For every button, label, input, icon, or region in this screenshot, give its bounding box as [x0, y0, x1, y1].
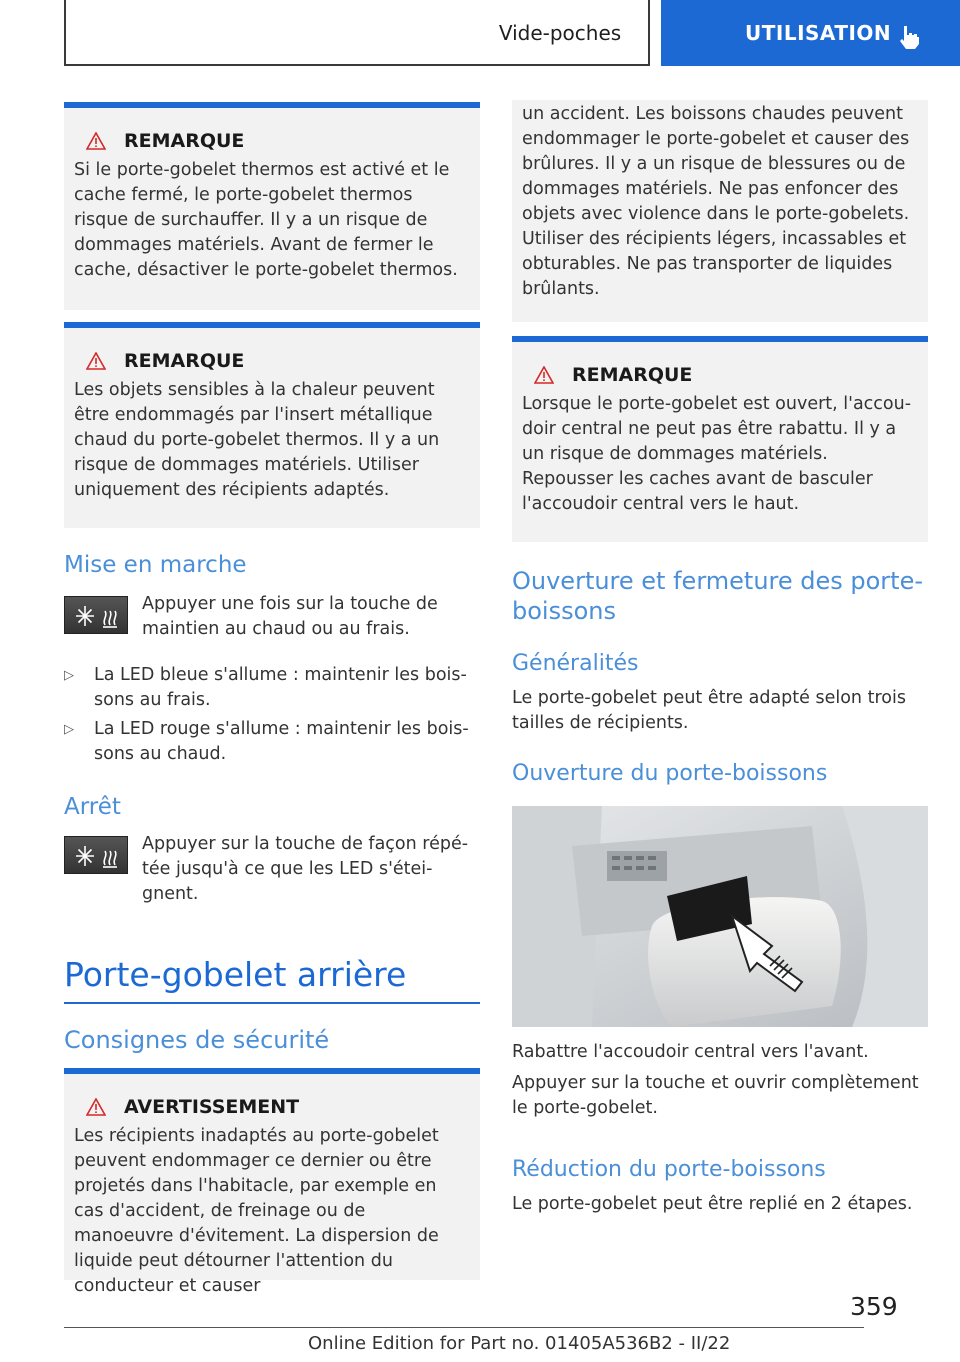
warning-box — [64, 1068, 480, 1296]
notice-label: REMARQUE — [124, 350, 245, 372]
list-item-text: La LED rouge s'allume : maintenir les boissons au chaud. — [94, 719, 469, 764]
warning-box-continued — [512, 100, 928, 322]
hand-pointer-icon — [897, 24, 921, 50]
paragraph-reduction: Le porte-gobelet peut être replié en 2 étapes. — [512, 1194, 913, 1214]
notice-box-1 — [64, 102, 480, 310]
header-chapter-tab — [661, 0, 960, 66]
footer-divider — [64, 1327, 864, 1328]
warning-text: Les récipients inadaptés au porte-gobelet peuvent endommager ce dernier ou être projetés dans l'habitacle, par exemple en cas d'accident, de freinage ou de manoeuvre d'évitement. La dispersion de liquide peut détourner l'attention du conducteur et causer — [74, 1126, 439, 1296]
button-instruction-off — [64, 832, 480, 910]
warning-triangle-icon — [86, 132, 106, 150]
subheading-generalites: Généralités — [512, 651, 639, 676]
header-section-title: Vide-poches — [498, 21, 622, 45]
subheading-reduction: Réduction du porte-boissons — [512, 1157, 826, 1182]
notice-box-3 — [512, 336, 928, 542]
section-heading-safety: Consignes de sécurité — [64, 1026, 330, 1054]
notice-label: REMARQUE — [124, 130, 245, 152]
header-chapter-label: UTILISATION — [745, 21, 892, 45]
warning-label: AVERTISSEMENT — [124, 1096, 300, 1118]
instruction-text: Appuyer une fois sur la touche de maintien au chaud ou au frais. — [142, 594, 438, 639]
footer-edition: Online Edition for Part no. 01405A536B2 - II/22 — [308, 1333, 731, 1354]
list-item-text: La LED bleue s'allume : maintenir les boissons au frais. — [94, 665, 467, 710]
section-heading-mise-en-marche: Mise en marche — [64, 552, 247, 578]
notice-text: Si le porte-gobelet thermos est activé et le cache fermé, le porte-gobelet thermos risque de surchauffer. Il y a un risque de dommages matériels. Avant de fermer le cache, désactiver le porte-gobelet thermos. — [74, 160, 458, 280]
page-number: 359 — [850, 1292, 898, 1321]
snowflake-heat-button-icon — [64, 836, 128, 874]
notice-text: Lorsque le porte-gobelet est ouvert, l'accoudoir central ne peut pas être rabattu. Il y a un risque de dommages matériels. Repousser les caches avant de basculer l'accoudoir central vers le haut. — [522, 394, 912, 514]
warning-triangle-icon — [534, 366, 554, 384]
chapter-title: Porte-gobelet arrière — [64, 955, 480, 1004]
warning-triangle-icon — [86, 352, 106, 370]
paragraph-generalites: Le porte-gobelet peut être adapté selon trois tailles de récipients. — [512, 688, 906, 733]
notice-box-2 — [64, 322, 480, 528]
notice-label: REMARQUE — [572, 364, 693, 386]
step-text-1: Rabattre l'accoudoir central vers l'avant. — [512, 1042, 869, 1062]
section-heading-arret: Arrêt — [64, 794, 121, 820]
warning-text: un accident. Les boissons chaudes peuvent endommager le porte-gobelet et causer des brûlures. Il y a un risque de blessures ou de dommages matériels. Ne pas enfoncer des objets avec violence dans le porte-gobelets. Utiliser des récipients légers, incassables et obturables. Ne pas transporter de liquides brûlants. — [522, 104, 910, 299]
step-text-2: Appuyer sur la touche et ouvrir complètement le porte-gobelet. — [512, 1073, 919, 1118]
button-instruction-on — [64, 592, 480, 644]
section-heading-open-close: Ouverture et fermeture des porte-boissons — [512, 567, 924, 625]
notice-text: Les objets sensibles à la chaleur peuvent être endommagés par l'insert métallique chaud du porte-gobelet thermos. Il y a un risque de dommages matériels. Utiliser uniquement des récipients adaptés. — [74, 380, 440, 500]
snowflake-heat-button-icon — [64, 596, 128, 634]
warning-triangle-icon — [86, 1098, 106, 1116]
armrest-photo — [512, 806, 928, 1027]
subheading-ouverture: Ouverture du porte-boissons — [512, 761, 828, 786]
bullet-triangle-icon: ▷ — [64, 722, 74, 737]
bullet-triangle-icon: ▷ — [64, 668, 74, 683]
instruction-text: Appuyer sur la touche de façon répétée jusqu'à ce que les LED s'éteignent. — [142, 834, 469, 904]
